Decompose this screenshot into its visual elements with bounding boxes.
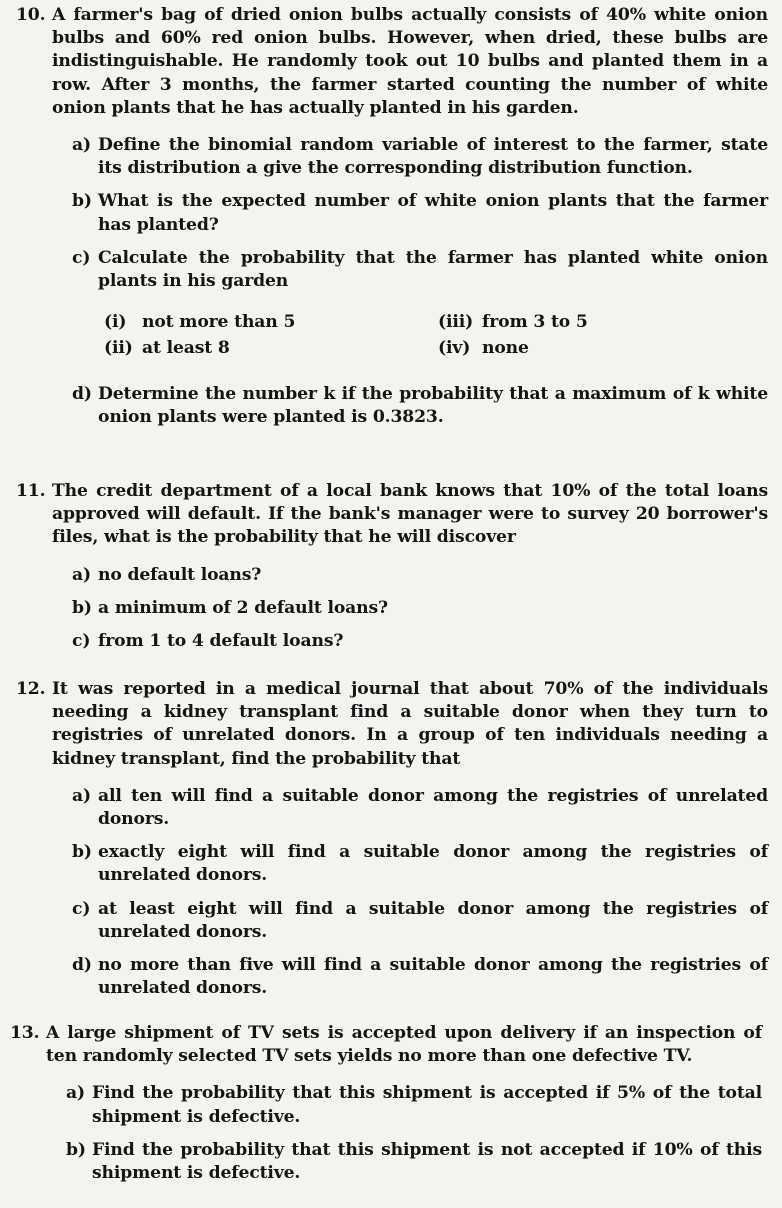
part-b	[72, 841, 768, 887]
problem-number: 10.	[16, 5, 46, 25]
part-a	[72, 564, 768, 587]
part-text: no default loans?	[98, 564, 262, 585]
part-d	[72, 383, 768, 429]
subparts-grid	[104, 311, 768, 360]
part-text: Define the binomial random variable of interest to the farmer, state its distribution a give the corresponding distribution function.	[98, 135, 768, 179]
part-a	[72, 134, 768, 180]
part-text: from 1 to 4 default loans?	[98, 631, 344, 652]
part-b	[72, 597, 768, 620]
problem-text: The credit department of a local bank knows that 10% of the total loans approved will default. If the bank's manager were to survey 20 borrower's files, what is the probability that he will discover	[52, 481, 768, 548]
part-b	[72, 190, 768, 236]
problem-number: 11.	[16, 481, 46, 501]
problem-parts	[66, 1082, 762, 1185]
problem-parts-continued	[72, 383, 768, 429]
part-label: c)	[72, 631, 91, 652]
part-label: b)	[72, 597, 92, 618]
problem-11	[16, 480, 768, 663]
part-text: What is the expected number of white onion plants that the farmer has planted?	[98, 191, 768, 235]
part-c	[72, 630, 768, 653]
part-label: a)	[66, 1083, 85, 1104]
part-text: at least eight will find a suitable donor among the registries of unrelated donors.	[98, 898, 768, 942]
part-text: Find the probability that this shipment is accepted if 5% of the total shipment is defective.	[92, 1083, 762, 1127]
problem-parts	[72, 785, 768, 1001]
part-a	[66, 1082, 762, 1128]
part-text: Calculate the probability that the farmer has planted white onion plants in his garden	[98, 247, 768, 292]
subpart-iv	[438, 337, 738, 360]
subpart-label: (iv)	[438, 338, 471, 359]
subpart-label: (ii)	[104, 338, 133, 359]
part-label: c)	[72, 898, 91, 919]
part-text: a minimum of 2 default loans?	[98, 597, 388, 618]
part-label: d)	[72, 383, 92, 404]
problem-text: A large shipment of TV sets is accepted upon delivery if an inspection of ten randomly selected TV sets yields no more than one defective TV.	[46, 1023, 762, 1067]
problem-text: It was reported in a medical journal that about 70% of the individuals needing a kidney transplant find a suitable donor when they turn to registries of unrelated donors. In a group of ten individuals needing a kidney transplant, find the probability that	[52, 679, 768, 769]
part-d	[72, 954, 768, 1000]
part-c	[72, 898, 768, 944]
subpart-text: not more than 5	[142, 312, 296, 333]
part-label: b)	[66, 1139, 86, 1160]
problem-13	[10, 1022, 762, 1195]
subpart-text: at least 8	[142, 338, 230, 359]
problem-parts	[72, 134, 768, 293]
subpart-iii	[438, 311, 738, 334]
part-text: Determine the number k if the probability that a maximum of k white onion plants were planted is 0.3823.	[98, 383, 768, 427]
subpart-i	[104, 311, 438, 334]
part-text: no more than five will find a suitable donor among the registries of unrelated donors.	[98, 955, 768, 999]
part-label: c)	[72, 247, 91, 268]
subpart-label: (i)	[104, 312, 127, 333]
part-c	[72, 247, 768, 293]
subpart-text: from 3 to 5	[482, 312, 588, 333]
problem-number: 13.	[10, 1023, 40, 1043]
part-text: Find the probability that this shipment is not accepted if 10% of this shipment is defective.	[92, 1139, 762, 1184]
problem-text: A farmer's bag of dried onion bulbs actually consists of 40% white onion bulbs and 60% red onion bulbs. However, when dried, these bulbs are indistinguishable. He randomly took out 10 bulbs and planted them in a row. After 3 months, the farmer started counting the number of white onion plants that he has actually planted in his garden.	[52, 5, 768, 118]
part-label: a)	[72, 564, 91, 585]
problem-parts	[72, 564, 768, 654]
part-label: a)	[72, 135, 91, 156]
part-label: b)	[72, 842, 92, 863]
part-a	[72, 785, 768, 831]
part-b	[66, 1139, 762, 1185]
problem-12	[16, 678, 768, 1010]
problem-number: 12.	[16, 679, 46, 699]
problem-10	[16, 4, 768, 439]
subpart-text: none	[482, 338, 529, 359]
part-text: all ten will find a suitable donor among the registries of unrelated donors.	[98, 785, 768, 830]
subpart-ii	[104, 337, 438, 360]
subpart-label: (iii)	[438, 312, 474, 333]
part-label: d)	[72, 955, 92, 976]
part-label: a)	[72, 785, 91, 806]
part-text: exactly eight will find a suitable donor among the registries of unrelated donors.	[98, 842, 768, 886]
part-label: b)	[72, 191, 92, 212]
